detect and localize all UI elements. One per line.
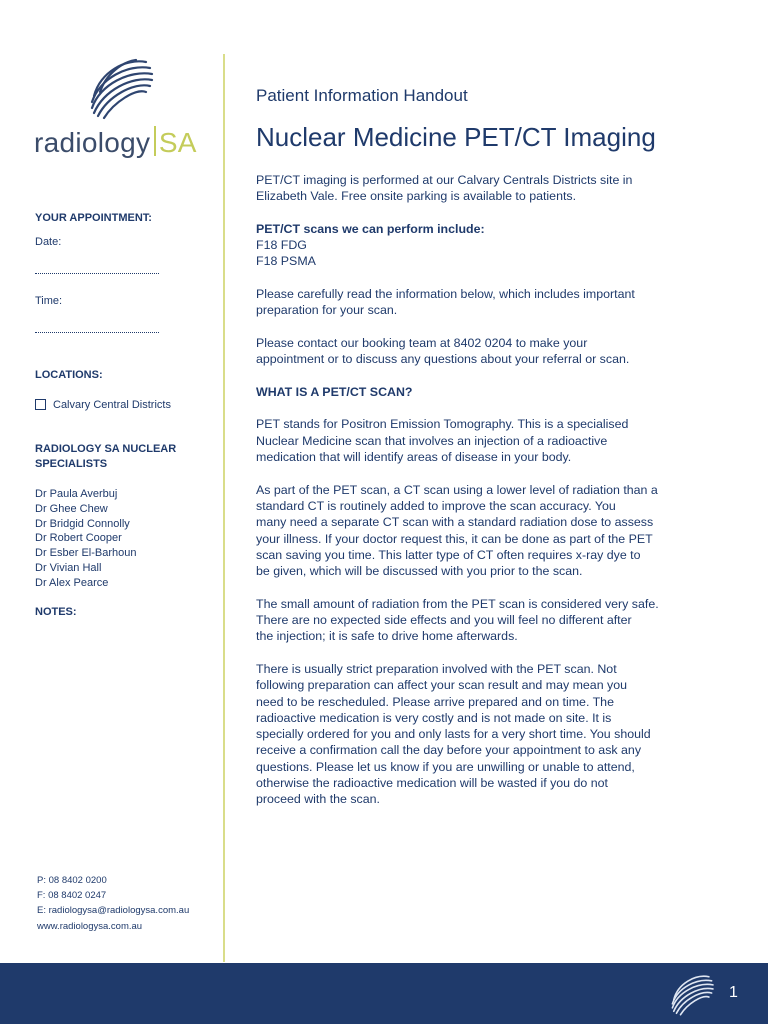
scans-heading: PET/CT scans we can perform include: [256,221,485,236]
text-line: receive a confirmation call the day before your appointment to ask any [256,743,642,758]
page-title: Nuclear Medicine PET/CT Imaging [256,122,656,152]
text-line: many need a separate CT scan with a standard radiation dose to assess [256,515,654,530]
time-line [35,332,159,333]
text-line: PET stands for Positron Emission Tomography. This is a specialised [256,417,629,432]
text-line: following preparation can affect your scan result and may mean you [256,678,628,693]
contact-fax: F: 08 8402 0247 [37,890,107,902]
specialists-heading-line-1: RADIOLOGY SA NUCLEAR [35,443,177,455]
text-line: There are no expected side effects and you will feel no different after [256,613,632,628]
booking-paragraph [256,335,686,368]
locations-heading: LOCATIONS: [35,369,103,381]
brand-name: radiology [34,127,151,158]
time-label: Time: [35,295,63,307]
brand-divider [154,126,156,156]
text-line: your illness. If your doctor request this, it can be done as part of the PET [256,531,653,546]
text-line: Please contact our booking team at 8402 0204 to make your [256,335,588,350]
footer-logo-icon [667,970,717,1016]
text-line: radioactive medication is very costly and is not made on site. It is [256,710,612,725]
intro-paragraph [256,172,686,205]
scan-item: F18 FDG [256,238,307,253]
text-line: otherwise the radioactive medication will be wasted if you do not [256,775,608,790]
doctor-item: Dr Esber El-Barhoun [35,547,137,560]
page-number: 1 [729,984,738,1001]
text-line: questions. Please let us know if you are unwilling or unable to attend, [256,759,635,774]
ct-paragraph [256,482,686,580]
doctor-item: Dr Paula Averbuj [35,488,118,500]
notes-heading: NOTES: [35,606,77,618]
doctor-item: Dr Bridgid Connolly [35,517,130,530]
text-line: the injection; it is safe to drive home afterwards. [256,629,518,644]
pet-paragraph [256,416,686,465]
date-label: Date: [35,236,62,248]
read-paragraph [256,286,686,319]
contact-website[interactable]: www.radiologysa.com.au [37,920,143,932]
text-line: Please carefully read the information below, which includes important [256,287,635,302]
specialists-heading-line-2: SPECIALISTS [35,458,108,470]
text-line: The small amount of radiation from the PET scan is considered very safe. [256,596,659,611]
brand-wordmark [34,126,197,159]
what-is-heading-block [256,384,686,400]
text-line: medication that will identify areas of disease in your body. [256,450,572,465]
text-line: As part of the PET scan, a CT scan using a lower level of radiation than a [256,482,658,497]
preparation-paragraph [256,661,686,808]
brand-accent: SA [158,127,197,158]
contact-details [37,873,189,934]
date-line [35,273,159,274]
sidebar [0,0,224,963]
sidebar-divider [223,54,225,962]
text-line: need to be rescheduled. Please arrive prepared and on time. The [256,694,614,709]
doctor-item: Dr Alex Pearce [35,576,109,589]
text-line: proceed with the scan. [256,792,380,807]
doctor-item: Dr Robert Cooper [35,532,122,545]
page-subtitle: Patient Information Handout [256,86,468,105]
text-line: scan saving you time. This latter type of CT often requires x-ray dye to [256,547,641,562]
text-line: appointment or to discuss any questions about your referral or scan. [256,352,630,367]
section-heading: WHAT IS A PET/CT SCAN? [256,384,413,399]
text-line: preparation for your scan. [256,303,398,318]
main-content [256,172,686,824]
doctor-item: Dr Vivian Hall [35,561,102,574]
scan-item: F18 PSMA [256,254,316,269]
text-line: specially ordered for you and only lasts for a very short time. You should [256,727,651,742]
location-label: Calvary Central Districts [53,399,171,411]
contact-phone: P: 08 8402 0200 [37,875,107,886]
radiation-paragraph [256,596,686,645]
text-line: Nuclear Medicine scan that involves an injection of a radioactive [256,433,608,448]
appointment-heading: YOUR APPOINTMENT: [35,212,152,224]
text-line: standard CT is routinely added to improve the scan accuracy. You [256,498,616,513]
text-line: PET/CT imaging is performed at our Calvary Centrals Districts site in [256,173,633,187]
text-line: There is usually strict preparation involved with the PET scan. Not [256,661,617,676]
location-checkbox[interactable] [35,399,46,410]
text-line: Elizabeth Vale. Free onsite parking is available to patients. [256,189,577,204]
doctor-item: Dr Ghee Chew [35,502,108,515]
contact-email[interactable]: E: radiologysa@radiologysa.com.au [37,905,190,917]
footer-bar [0,963,768,1024]
doctor-list [35,487,137,591]
scans-section [256,221,686,270]
text-line: be given, which will be discussed with you prior to the scan. [256,564,583,579]
brand-logo-icon [86,52,156,120]
brand-logo [34,52,204,164]
